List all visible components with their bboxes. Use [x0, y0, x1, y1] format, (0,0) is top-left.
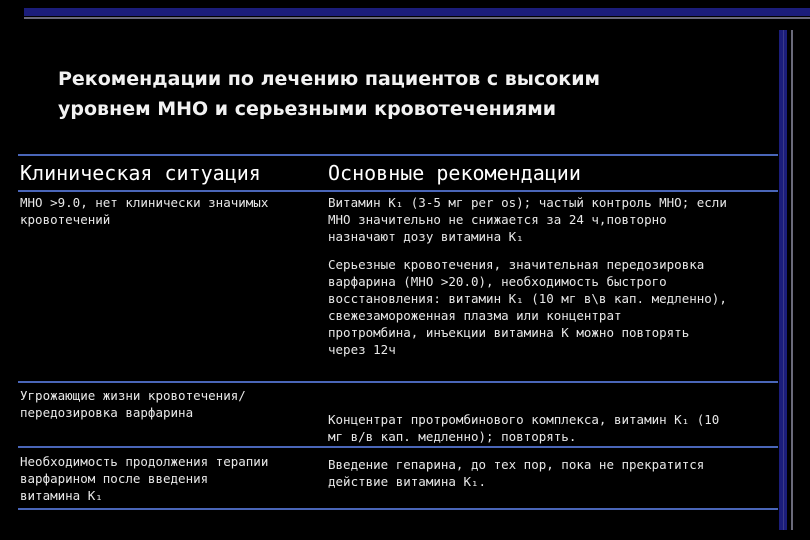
- cell-line: Витамин K₁ (3-5 мг per os); частый контроль МНО; если: [328, 195, 727, 210]
- cell-line: восстановления: витамин K₁ (10 мг в\в кап. медленно),: [328, 291, 727, 306]
- title-line-1: Рекомендации по лечению пациентов с высоким: [58, 68, 601, 90]
- table-bottom-rule: [18, 508, 778, 510]
- cell-line: кровотечений: [20, 212, 111, 227]
- table-cell-recommendation: [328, 456, 704, 490]
- cell-line: протромбина, инъекции витамина К можно повторять: [328, 325, 690, 340]
- cell-line: МНО значительно не снижается за 24 ч,повторно: [328, 212, 667, 227]
- table-top-rule: [18, 154, 778, 156]
- table-cell-situation: [20, 453, 268, 504]
- header-bottom-rule: [18, 190, 778, 192]
- cell-line: через 12ч: [328, 342, 396, 357]
- cell-line: Серьезные кровотечения, значительная передозировка: [328, 257, 705, 272]
- cell-line: Необходимость продолжения терапии: [20, 454, 269, 469]
- cell-line: витамина K₁: [20, 488, 103, 503]
- column-header-recommendation: Основные рекомендации: [328, 161, 581, 185]
- table-cell-recommendation: [328, 194, 727, 245]
- table-cell-situation: [20, 387, 246, 421]
- cell-line: варфарином после введения: [20, 471, 209, 486]
- row-divider-rule: [18, 381, 778, 383]
- right-frame-line: [791, 30, 793, 530]
- column-header-situation: Клиническая ситуация: [20, 161, 261, 185]
- slide-title: [58, 64, 758, 124]
- cell-line: Введение гепарина, до тех пор, пока не прекратится: [328, 457, 705, 472]
- top-frame-line: [24, 17, 810, 19]
- cell-line: мг в/в кап. медленно); повторять.: [328, 429, 577, 444]
- right-frame-thin-line: [783, 30, 784, 530]
- cell-line: МНО >9.0, нет клинически значимых: [20, 195, 269, 210]
- title-line-2: уровнем МНО и серьезными кровотечениями: [58, 98, 557, 120]
- row-divider-rule: [18, 446, 778, 448]
- table-cell-recommendation: [328, 411, 719, 445]
- table-cell-recommendation: [328, 256, 727, 358]
- top-frame-bar: [24, 8, 810, 16]
- cell-line: назначают дозу витамина K₁: [328, 229, 524, 244]
- cell-line: варфарина (МНО >20.0), необходимость быстрого: [328, 274, 667, 289]
- cell-line: Концентрат протромбинового комплекса, витамин K₁ (10: [328, 412, 720, 427]
- cell-line: Угрожающие жизни кровотечения/: [20, 388, 246, 403]
- table-cell-situation: [20, 194, 268, 228]
- cell-line: передозировка варфарина: [20, 405, 194, 420]
- cell-line: действие витамина K₁.: [328, 474, 487, 489]
- cell-line: свежезамороженная плазма или концентрат: [328, 308, 622, 323]
